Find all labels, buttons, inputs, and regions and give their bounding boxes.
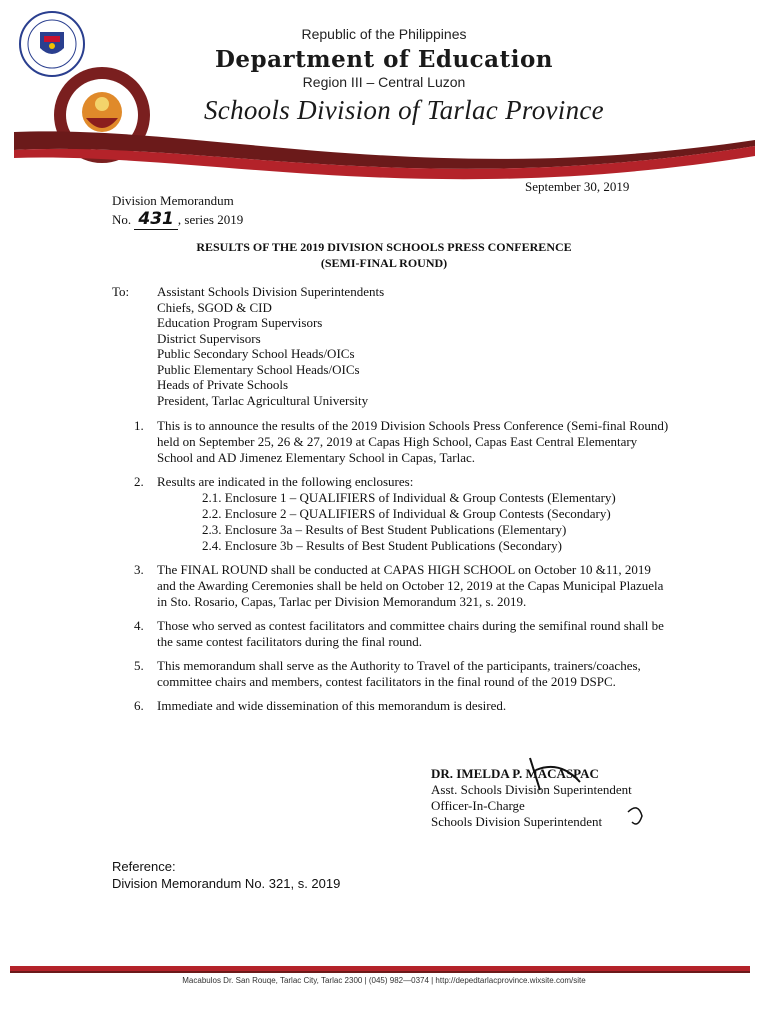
enclosure-list: [202, 490, 672, 554]
item-number: 1.: [134, 418, 144, 433]
enclosure-item: 2.2. Enclosure 2 – QUALIFIERS of Individual & Group Contests (Secondary): [202, 506, 611, 521]
recipient: District Supervisors: [157, 330, 261, 346]
region-heading: Region III – Central Luzon: [302, 74, 466, 90]
recipient: Assistant Schools Division Superintendents: [157, 284, 385, 299]
memo-body: [112, 418, 672, 722]
recipient: Public Secondary School Heads/OICs: [157, 346, 355, 361]
memo-number-value: 431: [134, 209, 178, 230]
memo-date: September 30, 2019: [525, 179, 630, 194]
memo-item: [112, 418, 672, 466]
memo-item: [112, 658, 672, 690]
item-text: Those who served as contest facilitators and committee chairs during the semifinal round shall be the same contest facilitators during the final round.: [157, 618, 664, 649]
reference-block: [112, 858, 340, 892]
item-text: The FINAL ROUND shall be conducted at CAPAS HIGH SCHOOL on October 10 &11, 2019 and the Awarding Ceremonies shall be held on October 12, 2019 at the Capas Municipal Plazuela in Sto. Rosario, Capas, Tarlac per Division Memorandum 321, s. 2019.: [157, 562, 664, 609]
reference-text: Division Memorandum No. 321, s. 2019: [112, 876, 341, 891]
enclosure-item: 2.1. Enclosure 1 – QUALIFIERS of Individual & Group Contests (Elementary): [202, 490, 616, 505]
item-text: Immediate and wide dissemination of this memorandum is desired.: [157, 698, 507, 713]
item-number: 4.: [134, 618, 144, 633]
reference-label: Reference:: [112, 859, 176, 874]
memo-subject: [0, 239, 768, 271]
subject-line1: RESULTS OF THE 2019 DIVISION SCHOOLS PRESS CONFERENCE: [196, 240, 572, 254]
item-text: Results are indicated in the following enclosures:: [157, 474, 414, 489]
item-number: 6.: [134, 698, 144, 713]
recipient: Education Program Supervisors: [157, 315, 323, 330]
footer-band: [10, 966, 750, 971]
memo-item: [112, 474, 672, 490]
memo-number-prefix: No.: [112, 212, 132, 227]
subject-line2: (SEMI-FINAL ROUND): [320, 256, 448, 270]
recipient: Public Elementary School Heads/OICs: [157, 361, 360, 377]
enclosure-item: 2.3. Enclosure 3a – Results of Best Student Publications (Elementary): [202, 522, 567, 537]
republic-heading: Republic of the Philippines: [301, 26, 467, 42]
memo-item: [112, 562, 672, 610]
item-number: 3.: [134, 562, 144, 577]
signatory-title: Asst. Schools Division Superintendent: [431, 782, 632, 797]
item-text: This is to announce the results of the 2019 Division Schools Press Conference (Semi-final Round) held on September 25, 26 & 27, 2019 at Capas High School, Capas East Central Elementary School and AD Jimenez Elementary School in Capas, Tarlac.: [157, 418, 669, 465]
enclosure-item: 2.4. Enclosure 3b – Results of Best Student Publications (Secondary): [202, 538, 562, 553]
memo-label: Division Memorandum: [112, 193, 234, 208]
division-heading: Schools Division of Tarlac Province: [204, 95, 604, 125]
recipient-list: [157, 284, 384, 408]
item-number: 5.: [134, 658, 144, 673]
item-text: This memorandum shall serve as the Authority to Travel of the participants, trainers/coaches, committee chairs and members, contest facilitators in the final round of the 2019 DSPC.: [157, 658, 641, 689]
memo-number: [112, 209, 243, 229]
recipient: Chiefs, SGOD & CID: [157, 299, 272, 315]
signatory-title: Schools Division Superintendent: [431, 814, 603, 829]
memo-item: [112, 698, 672, 714]
signatory-name: DR. IMELDA P. MACASPAC: [431, 766, 599, 781]
memo-item: [112, 618, 672, 650]
department-heading: Department of Education: [214, 46, 554, 73]
recipient: President, Tarlac Agricultural University: [157, 392, 369, 408]
signatory-title: Officer-In-Charge: [431, 798, 525, 813]
memo-number-suffix: , series 2019: [177, 212, 244, 227]
recipient: Heads of Private Schools: [157, 377, 289, 392]
footer-address: Macabulos Dr. San Rouqe, Tarlac City, Tarlac 2300 | (045) 982—0374 | http://depedtarlacprovince.wixsite.com/site: [182, 976, 586, 985]
to-label: To:: [112, 284, 130, 299]
signature-block: [431, 766, 632, 830]
item-number: 2.: [134, 474, 144, 489]
